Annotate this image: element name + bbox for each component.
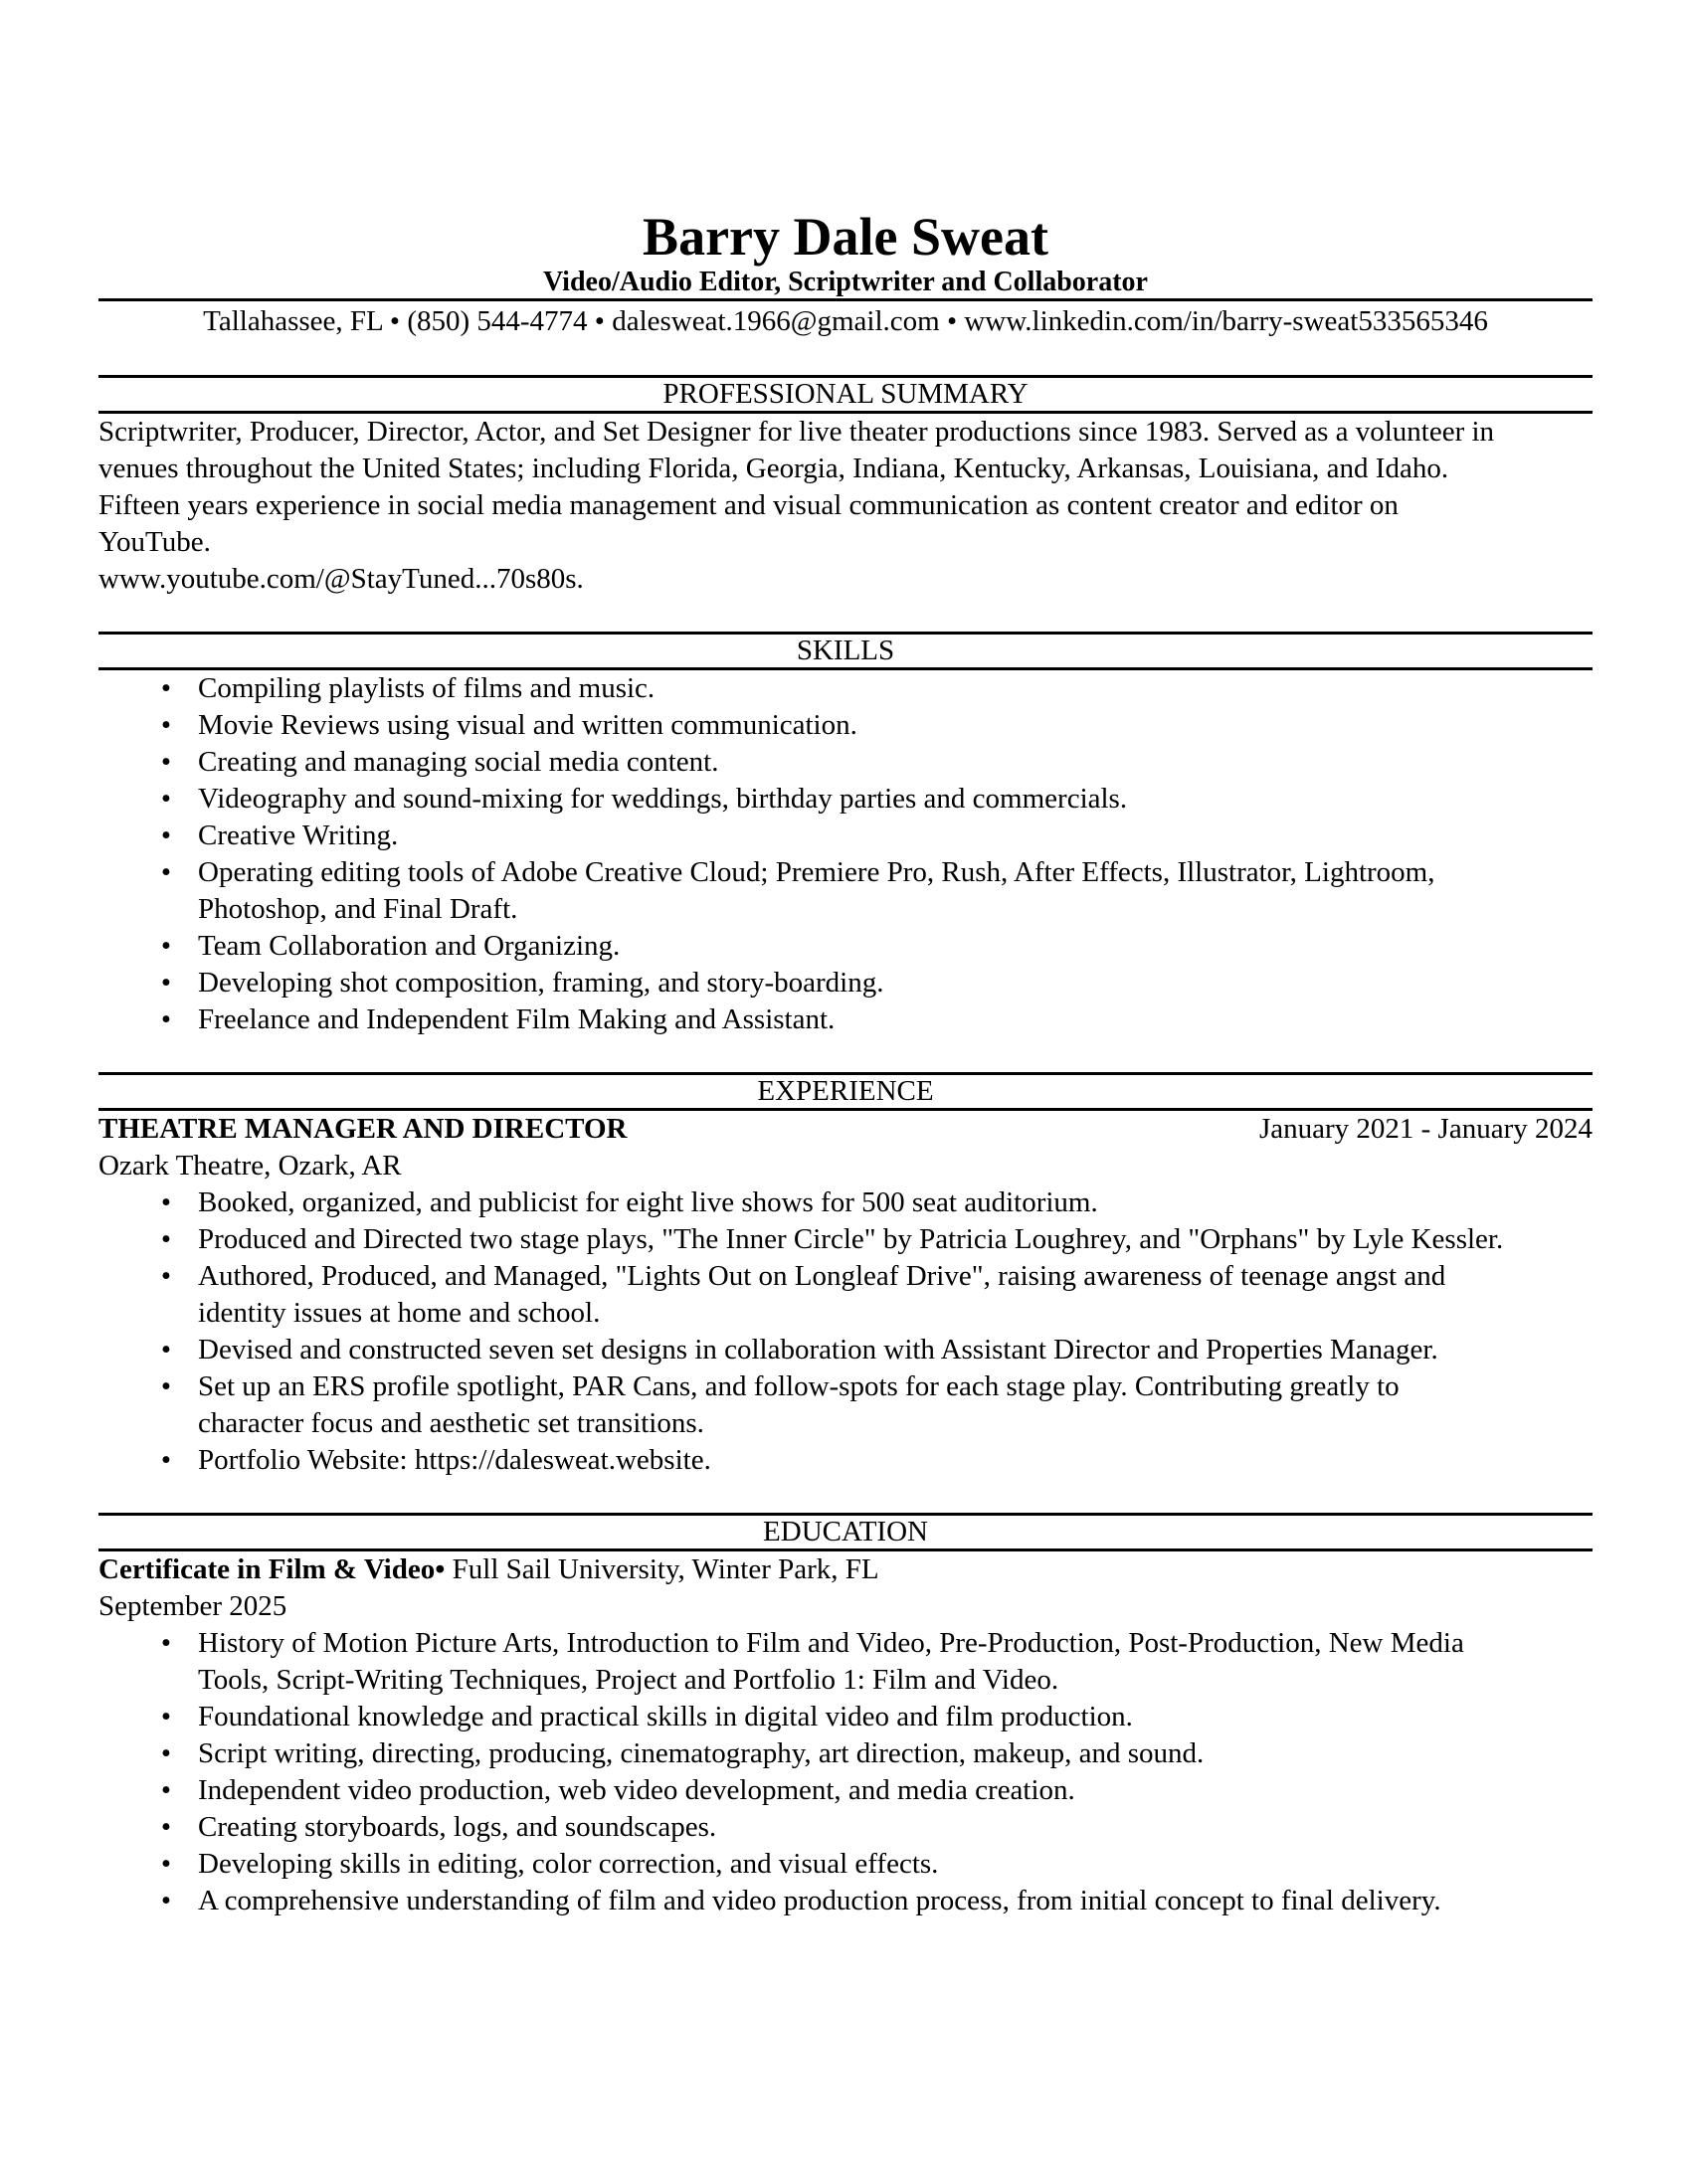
bullet-icon: • — [160, 967, 172, 999]
list-item — [98, 1368, 1593, 1442]
list-item-text: Devised and constructed seven set designs in collaboration with Assistant Director and Properties Manager. — [198, 1334, 1438, 1365]
list-item-text: Developing skills in editing, color correction, and visual effects. — [198, 1848, 939, 1880]
list-item — [98, 1184, 1593, 1221]
list-item — [98, 818, 1593, 854]
list-item — [98, 1846, 1593, 1883]
list-item — [98, 707, 1593, 744]
list-item-text: Freelance and Independent Film Making and Assistant. — [198, 1003, 836, 1035]
candidate-tagline: Video/Audio Editor, Scriptwriter and Collaborator — [543, 267, 1148, 297]
list-item-text: Compiling playlists of films and music. — [198, 672, 656, 704]
list-item — [98, 1332, 1593, 1368]
bullet-icon: • — [160, 819, 172, 851]
bullet-icon: • — [160, 672, 172, 704]
list-item-text: Operating editing tools of Adobe Creative Cloud; Premiere Pro, Rush, After Effects, Illustrator, Lightroom, — [198, 856, 1435, 888]
list-item-text: Authored, Produced, and Managed, "Lights Out on Longleaf Drive", raising awareness of teenage angst and — [198, 1260, 1446, 1292]
list-item — [98, 1221, 1593, 1258]
bullet-icon: • — [160, 1627, 172, 1659]
summary-line: Fifteen years experience in social media management and visual communication as content creator and editor on — [98, 489, 1399, 521]
bullet-icon: • — [160, 709, 172, 741]
job-dates: January 2021 - January 2024 — [1258, 1113, 1593, 1145]
list-item-text: Independent video production, web video development, and media creation. — [198, 1774, 1075, 1806]
list-item-text: Set up an ERS profile spotlight, PAR Cans, and follow-spots for each stage play. Contributing greatly to — [198, 1370, 1400, 1402]
bullet-icon: • — [160, 1370, 172, 1402]
list-item-text: Tools, Script-Writing Techniques, Project and Portfolio 1: Film and Video. — [198, 1664, 1059, 1696]
education-entry — [98, 1551, 1593, 1588]
skills-section — [98, 632, 1593, 1038]
job-title: THEATRE MANAGER AND DIRECTOR — [98, 1113, 628, 1145]
bullet-icon: • — [160, 1737, 172, 1769]
list-item — [98, 1883, 1593, 1919]
list-item — [98, 1772, 1593, 1809]
bullet-icon: • — [160, 746, 172, 778]
bullet-icon: • — [160, 1848, 172, 1880]
resume-content — [98, 207, 1593, 1919]
bullet-icon: • — [160, 1444, 172, 1476]
list-item-text: Produced and Directed two stage plays, "The Inner Circle" by Patricia Loughrey, and "Orphans" by Lyle Kessler. — [198, 1223, 1504, 1255]
list-item — [98, 928, 1593, 965]
list-item-text: Movie Reviews using visual and written communication. — [198, 709, 857, 741]
list-item-text: Creating storyboards, logs, and soundscapes. — [198, 1811, 717, 1843]
list-item — [98, 1699, 1593, 1735]
summary-line: Scriptwriter, Producer, Director, Actor, and Set Designer for live theater productions since 1983. Served as a volunteer in — [98, 416, 1495, 448]
bullet-icon: • — [160, 1186, 172, 1218]
bullet-icon: • — [160, 1223, 172, 1255]
bullet-icon: • — [160, 1334, 172, 1365]
list-item — [98, 1735, 1593, 1772]
bullet-icon: • — [160, 783, 172, 815]
list-item — [98, 854, 1593, 928]
list-item-text: character focus and aesthetic set transitions. — [198, 1407, 704, 1439]
list-item — [98, 965, 1593, 1001]
school-name: Full Sail University, Winter Park, FL — [445, 1553, 879, 1585]
experience-heading: EXPERIENCE — [98, 1072, 1593, 1111]
job-header — [98, 1111, 1593, 1148]
education-section — [98, 1513, 1593, 1919]
list-item-text: Photoshop, and Final Draft. — [198, 893, 518, 925]
summary-line: venues throughout the United States; including Florida, Georgia, Indiana, Kentucky, Arkansas, Louisiana, and Idaho. — [98, 453, 1449, 484]
bullet-icon: • — [160, 1885, 172, 1916]
education-list — [98, 1625, 1593, 1919]
summary-heading: PROFESSIONAL SUMMARY — [98, 375, 1593, 414]
bullet-icon: • — [160, 1003, 172, 1035]
list-item — [98, 1625, 1593, 1699]
list-item-text: Portfolio Website: https://dalesweat.website. — [198, 1444, 711, 1476]
job-location: Ozark Theatre, Ozark, AR — [98, 1150, 402, 1182]
list-item — [98, 744, 1593, 781]
bullet-icon: • — [160, 1701, 172, 1732]
degree-name: Certificate in Film & Video• — [98, 1553, 446, 1585]
bullet-icon: • — [160, 930, 172, 962]
skills-heading: SKILLS — [98, 632, 1593, 670]
list-item-text: Creating and managing social media content. — [198, 746, 719, 778]
list-item — [98, 1258, 1593, 1332]
list-item — [98, 1442, 1593, 1479]
list-item-text: Team Collaboration and Organizing. — [198, 930, 621, 962]
list-item-text: A comprehensive understanding of film and video production process, from initial concept to final delivery. — [198, 1885, 1441, 1916]
summary-text — [98, 414, 1593, 598]
list-item-text: Developing shot composition, framing, and story-boarding. — [198, 967, 884, 999]
list-item-text: Foundational knowledge and practical skills in digital video and film production. — [198, 1701, 1133, 1732]
experience-section — [98, 1072, 1593, 1479]
skills-list — [98, 670, 1593, 1038]
experience-list — [98, 1184, 1593, 1479]
education-date: September 2025 — [98, 1590, 287, 1622]
list-item-text: Script writing, directing, producing, cinematography, art direction, makeup, and sound. — [198, 1737, 1205, 1769]
contact-line: Tallahassee, FL • (850) 544-4774 • dalesweat.1966@gmail.com • www.linkedin.com/in/barry-sweat533565346 — [203, 305, 1488, 337]
list-item — [98, 670, 1593, 707]
bullet-icon: • — [160, 856, 172, 888]
list-item-text: Videography and sound-mixing for weddings, birthday parties and commercials. — [198, 783, 1128, 815]
list-item-text: History of Motion Picture Arts, Introduction to Film and Video, Pre-Production, Post-Production, New Media — [198, 1627, 1464, 1659]
bullet-icon: • — [160, 1260, 172, 1292]
summary-section — [98, 375, 1593, 598]
youtube-link[interactable]: www.youtube.com/@StayTuned...70s80s. — [98, 563, 584, 595]
list-item-text: identity issues at home and school. — [198, 1297, 601, 1329]
list-item — [98, 1809, 1593, 1846]
list-item-text: Creative Writing. — [198, 819, 399, 851]
candidate-name: Barry Dale Sweat — [643, 207, 1048, 267]
summary-line: YouTube. — [98, 526, 211, 558]
bullet-icon: • — [160, 1811, 172, 1843]
list-item — [98, 781, 1593, 818]
list-item-text: Booked, organized, and publicist for eight live shows for 500 seat auditorium. — [198, 1186, 1098, 1218]
education-heading: EDUCATION — [98, 1513, 1593, 1551]
list-item — [98, 1001, 1593, 1038]
bullet-icon: • — [160, 1774, 172, 1806]
